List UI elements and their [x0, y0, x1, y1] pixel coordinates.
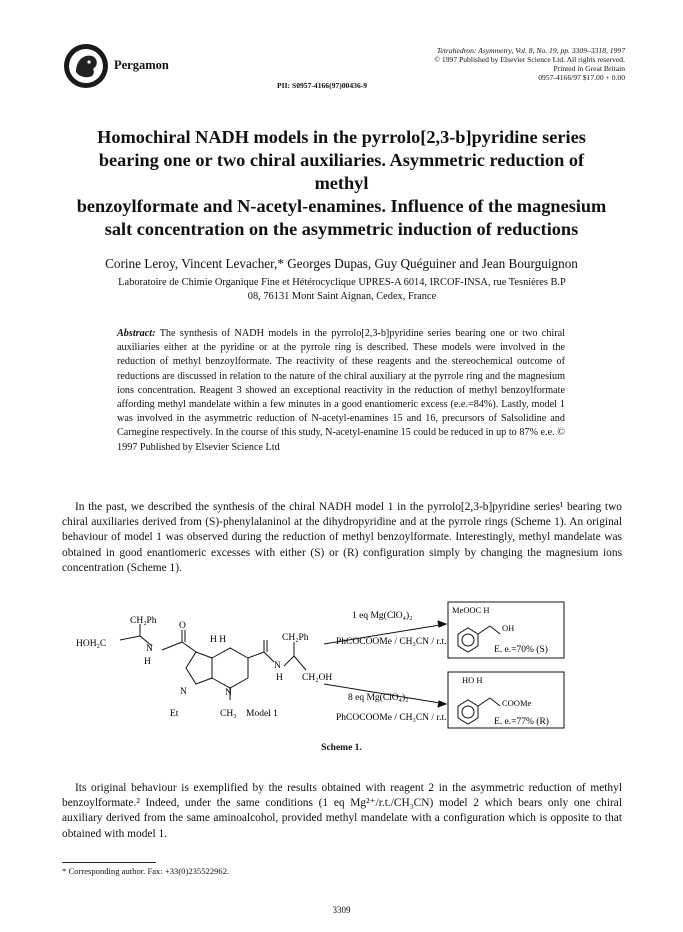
scheme-caption: Scheme 1. — [321, 743, 362, 753]
citation-block — [434, 46, 625, 82]
citation-line: 0957-4166/97 $17.00 + 0.00 — [538, 73, 625, 82]
title-line: bearing one or two chiral auxiliaries. Asymmetric reduction of methyl — [98, 150, 585, 193]
paper-title — [70, 126, 613, 241]
bottom-reagent: 8 eq Mg(ClO₄)₂ — [348, 693, 409, 703]
abstract — [117, 327, 565, 455]
benzene-ring — [458, 700, 478, 724]
label-h-left: H — [144, 657, 151, 667]
title-line: Homochiral NADH models in the pyrrolo[2,3-b]pyridine series — [97, 127, 586, 147]
affiliation-line: Laboratoire de Chimie Organique Fine et Hétérocyclique UPRES-A 6014, IRCOF-INSA, rue Tesnières B.P — [118, 277, 566, 288]
label-h-amide: H — [276, 673, 283, 683]
top-product-ester: MeOOC H — [452, 605, 490, 615]
benzene-ring — [458, 628, 478, 652]
label-hoh2c: HOH₂C — [76, 639, 107, 649]
pii-identifier: PII: S0957-4166(97)00436-9 — [277, 81, 368, 90]
aromatic-circle — [462, 706, 474, 718]
abstract-text: The synthesis of NADH models in the pyrrolo[2,3-b]pyridine series bearing one or two chiral auxiliaries either at the pyridine or at the pyrrole ring is described. These models were involved in the reduction of methyl benzoylformate. The reactivity of these reagents and the stereochemical outcome of reductions are discussed in relation to the nature of the chiral auxiliary at the pyrrole ring and the magnesium ions concentration. Reagent 3 showed an exceptional reactivity in the reduction of methyl benzoylformate affording methyl mandelate within a few minutes in a good enantiomeric excess (e.e.=84%). Lastly, model 1 was involved in the asymmetric reduction of N-acetyl-enamines 15 and 16, precursors of Salsolidine and Carnegine respectively. In the course of this study, N-acetyl-enamine 15 could be reduced in up to 87% e.e. © 1997 Published by Elsevier Science Ltd — [117, 328, 565, 453]
aromatic-circle — [462, 634, 474, 646]
footnote: * Corresponding author. Fax: +33(0)235522962. — [62, 866, 230, 876]
bottom-ee: E. e.=77% (R) — [494, 717, 549, 727]
bottom-conditions: PhCOCOOMe / CH₃CN / r.t. — [336, 713, 447, 723]
label-ch2oh: CH₂OH — [302, 673, 333, 683]
label-ch2ph-left: CH₂Ph — [130, 616, 157, 626]
citation-line: © 1997 Published by Elsevier Science Ltd. All rights reserved. — [434, 55, 625, 64]
title-line: salt concentration on the asymmetric induction of reductions — [104, 219, 579, 239]
label-n-amide: N — [274, 661, 281, 671]
top-ee: E. e.=70% (S) — [494, 645, 548, 655]
title-line: benzoylformate and N-acetyl-enamines. Influence of the magnesium — [76, 196, 607, 216]
label-ch2ph-right: CH₂Ph — [282, 633, 309, 643]
label-n-pyrrole: N — [180, 687, 187, 697]
author-list: Corine Leroy, Vincent Levacher,* Georges Dupas, Guy Quéguiner and Jean Bourguignon — [105, 256, 578, 271]
abstract-heading: Abstract: — [117, 328, 156, 339]
top-reagent: 1 eq Mg(ClO₄)₂ — [352, 611, 413, 621]
label-h-h: H H — [210, 635, 227, 645]
label-oxygen: O — [179, 621, 186, 631]
top-product-oh: OH — [502, 623, 515, 633]
top-conditions: PhCOCOOMe / CH₃CN / r.t. — [336, 637, 447, 647]
bottom-product-coome: COOMe — [502, 698, 532, 708]
publisher-name: Pergamon — [114, 58, 169, 72]
pyridine-ring — [212, 648, 248, 688]
bottom-product-ho: HO H — [462, 675, 483, 685]
label-ch3: CH₃ — [220, 709, 237, 719]
affiliation-line: 08, 76131 Mont Saint Aignan, Cedex, France — [247, 291, 437, 302]
label-n-left: N — [146, 644, 153, 654]
pyrrole-ring — [186, 652, 212, 684]
label-model-1: Model 1 — [246, 709, 278, 719]
citation-line: Printed in Great Britain — [553, 64, 625, 73]
body-paragraph: Its original behaviour is exemplified by the results obtained with reagent 2 in the asymmetric reduction of methyl benzoylformate.² Indeed, under the same conditions (1 eq Mg²⁺/r.t./CH₃CN) model 2 which bears only one chiral auxiliary derived from the same aminoalcohol, provided methyl mandelate with a configuration which is opposite to that obtained with model 1. — [62, 782, 622, 840]
label-et: Et — [170, 709, 179, 719]
page-number: 3309 — [332, 905, 351, 915]
scheme-1 — [62, 596, 622, 736]
citation-line: Tetrahedron: Asymmetry, Vol. 8, No. 19, pp. 3309–3318, 1997 — [436, 46, 625, 55]
intro-paragraph: In the past, we described the synthesis of the chiral NADH model 1 in the pyrrolo[2,3-b]pyridine series¹ bearing two chiral auxiliaries derived from (S)-phenylalaninol at the dihydropyridine and at the pyrrole rings (Scheme 1). An original behaviour of model 1 was observed during the reduction of methyl benzoylformate. Interestingly, methyl mandelate was obtained in good enantiomeric excesses with either (S) or (R) configuration simply by changing the magnesium ions concentration (Scheme 1). — [62, 501, 622, 574]
scheme-diagram — [62, 596, 622, 736]
label-n-ring: N — [225, 688, 232, 698]
pergamon-logo — [62, 42, 110, 90]
affiliation — [62, 276, 622, 304]
footnote-rule — [62, 862, 156, 863]
